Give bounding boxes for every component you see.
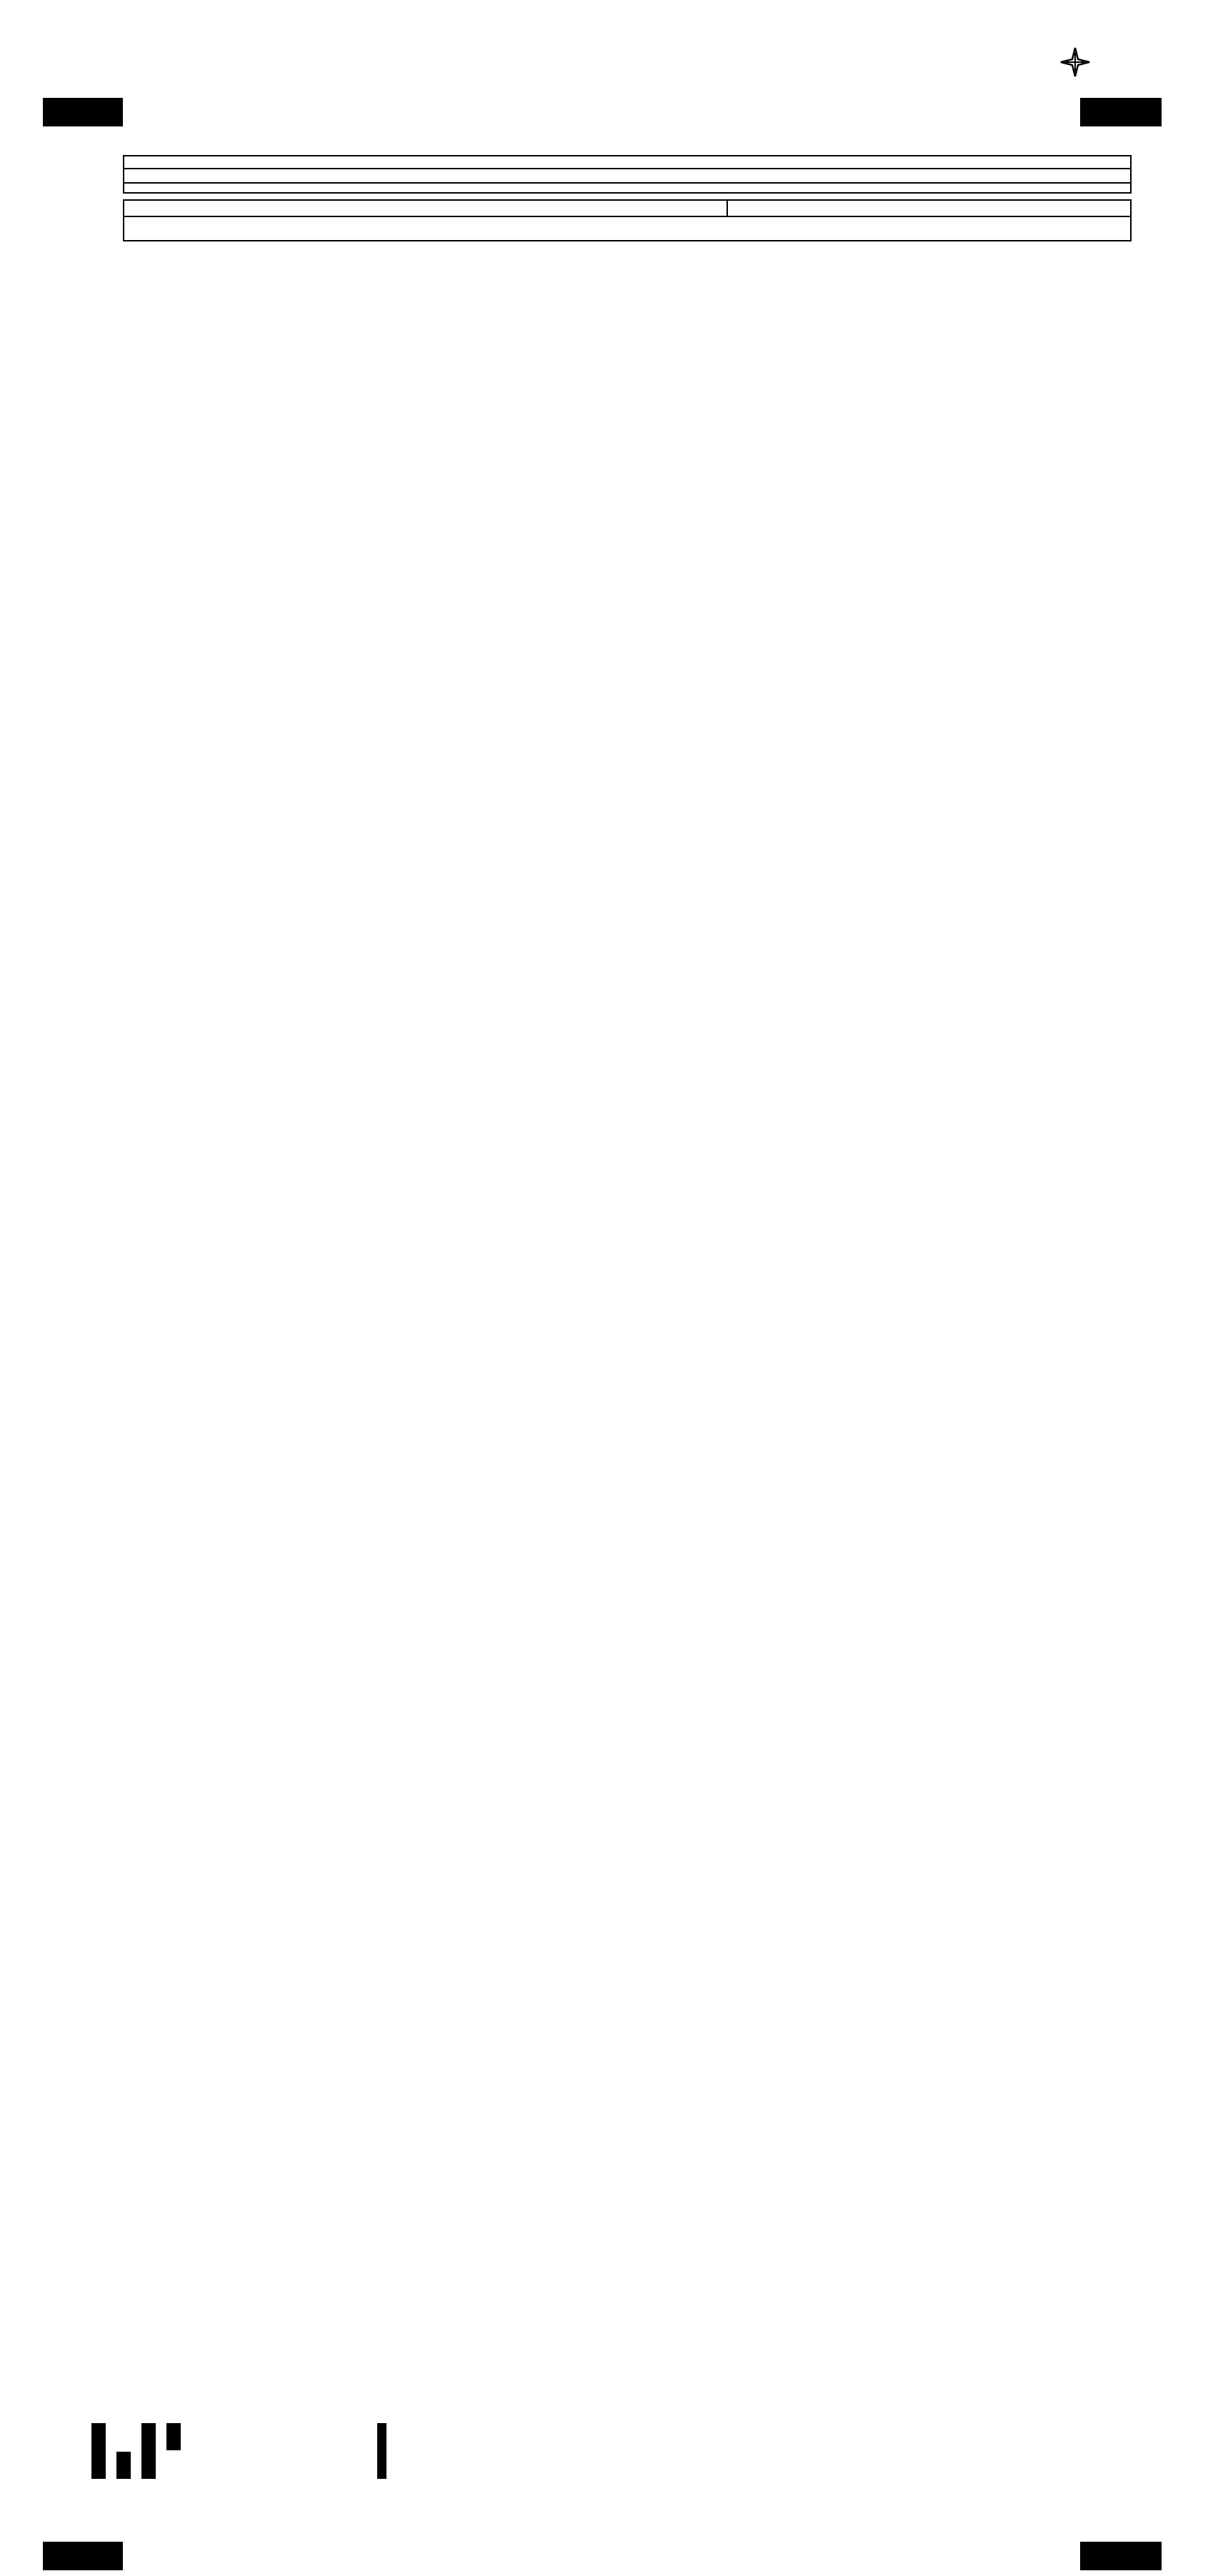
- county-header: [123, 155, 1132, 169]
- warning-section: [728, 201, 1130, 216]
- stub-bar: [116, 2452, 131, 2479]
- timing-block-bottom-right: [1080, 2542, 1162, 2570]
- stub-bar: [166, 2423, 181, 2450]
- registration-crosshair-mark: [1059, 46, 1092, 79]
- stub-bar: [377, 2423, 386, 2479]
- timing-block-top-right: [1080, 98, 1162, 126]
- instructions-box: [123, 199, 1132, 217]
- timing-block-bottom-left: [43, 2542, 123, 2570]
- alignment-marks: [50, 2423, 421, 2487]
- stub-bar: [91, 2423, 106, 2479]
- stub-bar: [141, 2423, 156, 2479]
- timing-block-top-left: [43, 98, 123, 126]
- election-title: [123, 184, 1132, 194]
- mistake-section: [123, 217, 1132, 241]
- ballot-title: [123, 169, 1132, 184]
- to-vote-section: [124, 201, 728, 216]
- ballot-body: [123, 155, 1132, 250]
